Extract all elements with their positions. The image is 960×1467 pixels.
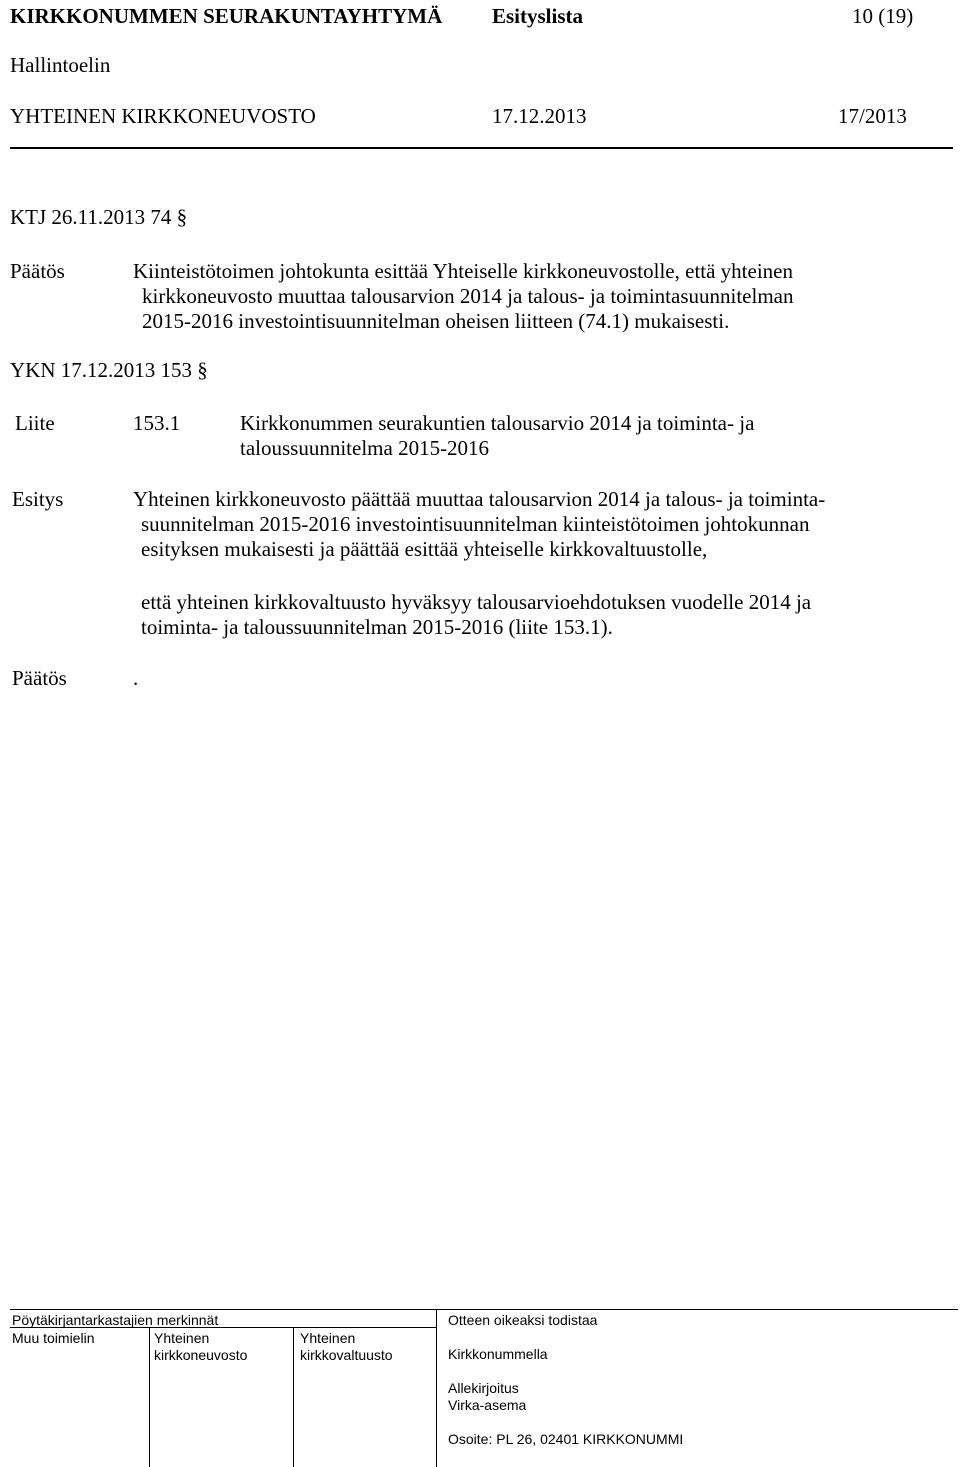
attachment-title-line: taloussuunnitelma 2015-2016 (240, 436, 490, 460)
footer-col-divider (436, 1309, 437, 1467)
ktj-decision-line: kirkkoneuvosto muuttaa talousarvion 2014 ja talous- ja toimintasuunnitelman (142, 284, 794, 308)
footer-certify-title: Otteen oikeaksi todistaa (448, 1312, 598, 1328)
decision-label: Päätös (12, 666, 67, 690)
body-name: YHTEINEN KIRKKONEUVOSTO (10, 104, 316, 128)
ktj-decision-line: Kiinteistötoimen johtokunta esittää Yhteiselle kirkkoneuvostolle, että yhteinen (133, 259, 793, 283)
footer-other-body: Muu toimielin (12, 1330, 95, 1346)
meeting-date: 17.12.2013 (492, 104, 587, 128)
ykn-reference: YKN 17.12.2013 153 § (10, 358, 208, 382)
footer-col-divider (293, 1327, 294, 1467)
footer-assembly: Yhteinen (300, 1330, 356, 1346)
department: Hallintoelin (10, 53, 111, 77)
attachment-number: 153.1 (133, 411, 181, 435)
document-type: Esityslista (492, 4, 584, 28)
ktj-reference: KTJ 26.11.2013 74 § (10, 205, 188, 229)
footer-council: kirkkoneuvosto (154, 1347, 248, 1363)
footer-col-divider (149, 1327, 150, 1467)
attachment-title-line: Kirkkonummen seurakuntien talousarvio 2014 ja toiminta- ja (240, 411, 755, 435)
proposal-line: Yhteinen kirkkoneuvosto päättää muuttaa talousarvion 2014 ja talous- ja toiminta- (133, 487, 826, 511)
meeting-number: 17/2013 (838, 104, 907, 128)
proposal-line: esityksen mukaisesti ja päättää esittää yhteiselle kirkkovaltuustolle, (141, 537, 708, 561)
proposal-line: että yhteinen kirkkovaltuusto hyväksyy talousarvioehdotuksen vuodelle 2014 ja (141, 590, 812, 614)
ktj-decision-label: Päätös (10, 259, 65, 283)
footer-council: Yhteinen (154, 1330, 210, 1346)
footer-marks-title: Pöytäkirjantarkastajien merkinnät (12, 1312, 219, 1328)
footer-position: Virka-asema (448, 1397, 527, 1413)
ktj-decision-line: 2015-2016 investointisuunnitelman oheisen liitteen (74.1) mukaisesti. (142, 309, 730, 333)
decision-text: . (133, 666, 139, 690)
footer-address: Osoite: PL 26, 02401 KIRKKONUMMI (448, 1431, 684, 1447)
footer-signature: Allekirjoitus (448, 1380, 519, 1396)
proposal-line: toiminta- ja taloussuunnitelman 2015-2016 (liite 153.1). (141, 615, 613, 639)
proposal-line: suunnitelman 2015-2016 investointisuunnitelman kiinteistötoimen johtokunnan (141, 512, 810, 536)
footer-assembly: kirkkovaltuusto (300, 1347, 393, 1363)
header-divider (10, 147, 953, 149)
proposal-label: Esitys (12, 487, 64, 511)
attachment-label: Liite (15, 411, 55, 435)
organization-name: KIRKKONUMMEN SEURAKUNTAYHTYMÄ (10, 4, 443, 28)
footer-top-line (10, 1309, 958, 1310)
footer-place: Kirkkonummella (448, 1346, 548, 1362)
page-number: 10 (19) (852, 4, 914, 28)
